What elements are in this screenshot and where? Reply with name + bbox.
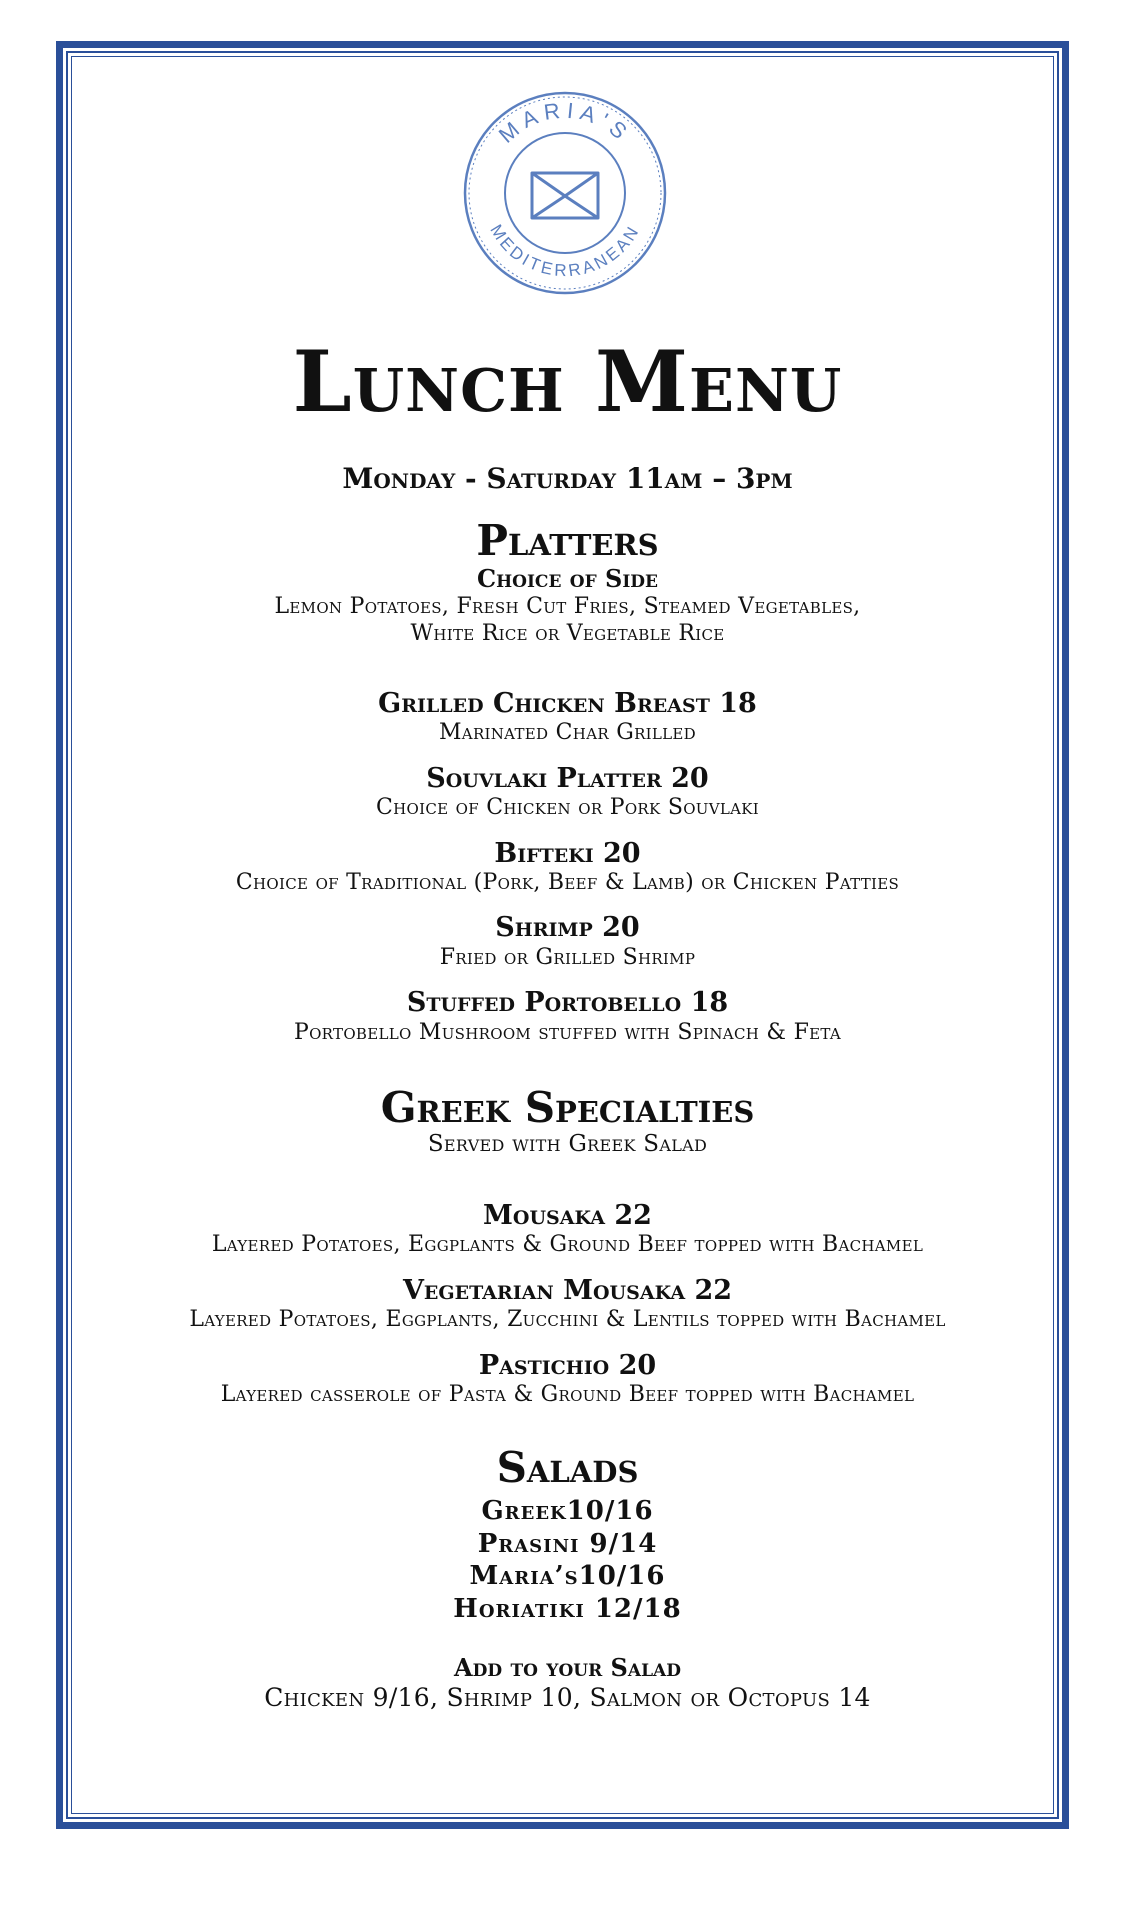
menu-item	[0, 987, 1135, 1046]
menu-item-desc: Layered Potatoes, Eggplants & Ground Beef topped with Bachamel	[211, 1232, 924, 1258]
platters-items	[0, 688, 1135, 1062]
salad-item: Greek10/16	[481, 1496, 654, 1527]
greek-section	[0, 1085, 1135, 1159]
logo-m-emblem	[532, 173, 598, 218]
menu-item-name: Vegetarian Mousaka 22	[402, 1274, 733, 1306]
menu-item-desc: Fried or Grilled Shrimp	[439, 944, 696, 970]
menu-item-desc: Marinated Char Grilled	[438, 720, 696, 746]
menu-item	[0, 912, 1135, 971]
menu-item	[0, 763, 1135, 822]
salad-item: Maria’s10/16	[469, 1561, 666, 1592]
menu-item-desc: Layered casserole of Pasta & Ground Beef topped with Bachamel	[220, 1381, 915, 1407]
salads-section	[0, 1445, 1135, 1713]
menu-item-desc: Choice of Traditional (Pork, Beef & Lamb) or Chicken Patties	[235, 869, 900, 895]
logo-bottom-text: MEDITERRANEAN	[486, 221, 644, 281]
menu-item	[0, 1275, 1135, 1334]
salad-item: Horiatiki 12/18	[453, 1593, 682, 1624]
menu-item-name: Grilled Chicken Breast 18	[378, 688, 757, 719]
logo-top-text: MARIA'S	[493, 97, 637, 148]
platters-sub-heading: Choice of Side	[477, 564, 658, 594]
add-to-salad-heading: Add to your Salad	[454, 1653, 681, 1683]
add-to-salad-desc: Chicken 9/16, Shrimp 10, Salmon or Octopus 14	[264, 1683, 871, 1713]
menu-item-name: Mousaka 22	[483, 1200, 652, 1231]
marias-logo	[460, 88, 670, 298]
menu-item-desc: Portobello Mushroom stuffed with Spinach & Feta	[293, 1019, 842, 1045]
menu-item-name: Shrimp 20	[495, 912, 640, 944]
menu-item	[0, 838, 1135, 897]
hours-text: Monday - Saturday 11am – 3pm	[342, 462, 793, 495]
greek-sub: Served with Greek Salad	[427, 1131, 708, 1158]
menu-item-desc: Choice of Chicken or Pork Souvlaki	[376, 795, 759, 821]
page-title: Lunch Menu	[292, 332, 843, 431]
platters-heading: Platters	[476, 516, 659, 565]
menu-item	[0, 688, 1135, 747]
salads-heading: Salads	[496, 1443, 639, 1492]
greek-items	[0, 1200, 1135, 1424]
platters-sides-line1: Lemon Potatoes, Fresh Cut Fries, Steamed Vegetables,	[274, 594, 861, 620]
menu-item	[0, 1200, 1135, 1259]
salad-item: Prasini 9/14	[477, 1528, 658, 1559]
platters-section	[0, 518, 1135, 647]
menu-item-name: Bifteki 20	[494, 837, 641, 869]
menu-item-name: Pastichio 20	[478, 1349, 657, 1381]
platters-sides-line2: White Rice or Vegetable Rice	[410, 620, 725, 646]
menu-item-desc: Layered Potatoes, Eggplants, Zucchini & Lentils topped with Bachamel	[189, 1307, 946, 1333]
greek-heading: Greek Specialties	[380, 1083, 755, 1132]
menu-item-name: Souvlaki Platter 20	[426, 762, 709, 794]
menu-item-name: Stuffed Portobello 18	[406, 987, 729, 1019]
menu-item	[0, 1350, 1135, 1409]
